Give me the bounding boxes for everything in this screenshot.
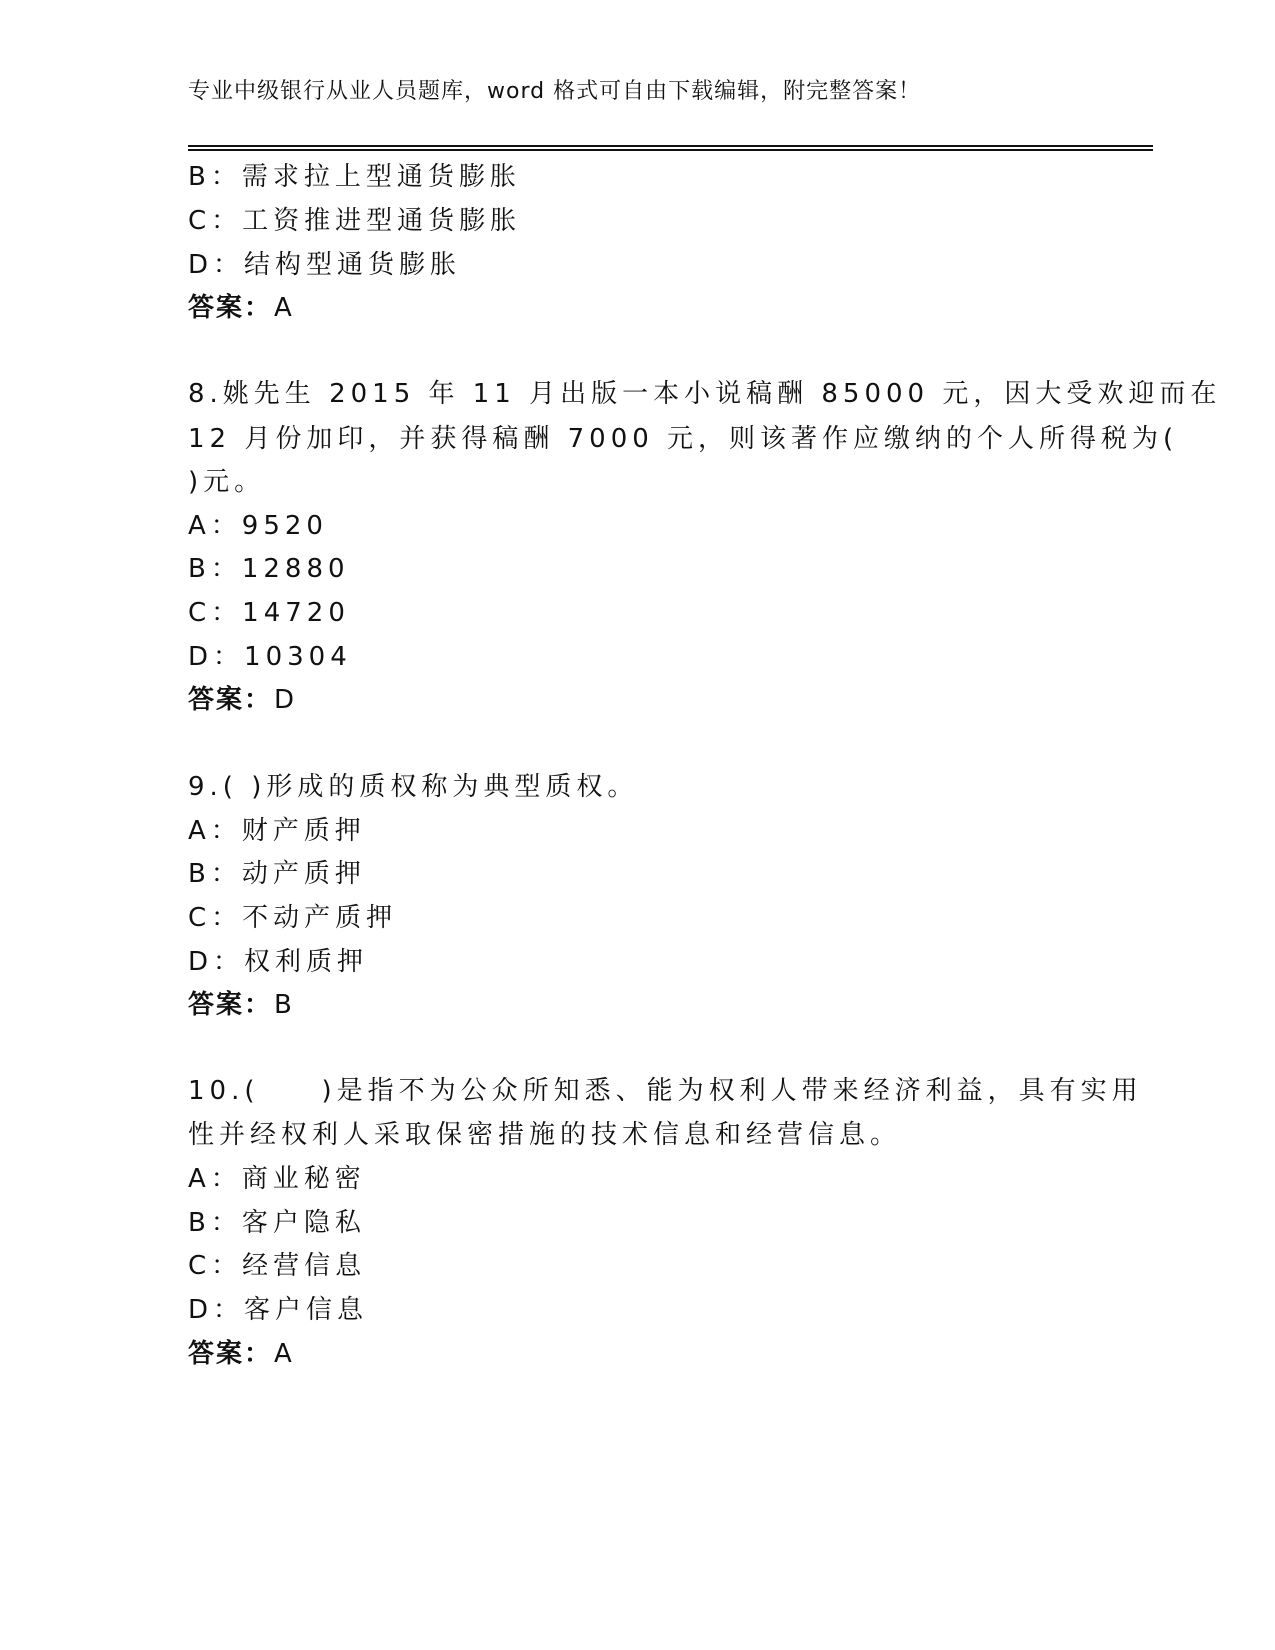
q8-text-line-3: )元。 [188,467,266,497]
answer-label: 答案： [188,685,273,715]
q10-answer [188,1333,294,1370]
q8-option-b: B：12880 [188,554,350,584]
q9-option-c: C：不动产质押 [188,903,398,933]
q8-option-d: D：10304 [188,642,352,672]
answer-value: B [274,990,294,1020]
header-rule-bottom [188,149,1153,151]
q8-option-a: A：9520 [188,511,328,541]
q7-option-d: D：结构型通货膨胀 [188,250,462,280]
page-header: 专业中级银行从业人员题库，word 格式可自由下载编辑，附完整答案！ [188,79,922,104]
answer-label: 答案： [188,990,273,1020]
q8-text-line-1: 8.姚先生 2015 年 11 月出版一本小说稿酬 85000 元，因大受欢迎而在 [188,379,1222,409]
q10-option-a: A：商业秘密 [188,1164,366,1194]
q9-answer [188,984,294,1021]
q7-option-c: C：工资推进型通货膨胀 [188,206,522,236]
q10-text-line-1: 10.( )是指不为公众所知悉、能为权利人带来经济利益，具有实用 [188,1076,1143,1106]
q8-text-line-2: 12 月份加印，并获得稿酬 7000 元，则该著作应缴纳的个人所得税为( [188,424,1179,454]
answer-value: A [274,293,294,323]
q10-option-b: B：客户隐私 [188,1208,366,1238]
q10-text-line-2: 性并经权利人采取保密措施的技术信息和经营信息。 [188,1120,902,1150]
q10-option-d: D：客户信息 [188,1295,369,1325]
q9-text-line-1: 9.( )形成的质权称为典型质权。 [188,772,639,802]
q7-option-b: B：需求拉上型通货膨胀 [188,162,521,192]
q7-answer [188,287,294,324]
q9-option-a: A：财产质押 [188,816,366,846]
header-rule-top [188,145,1153,147]
answer-label: 答案： [188,293,273,323]
q8-option-c: C：14720 [188,598,350,628]
answer-value: A [274,1339,294,1369]
q10-option-c: C：经营信息 [188,1251,367,1281]
answer-value: D [274,685,297,715]
answer-label: 答案： [188,1339,273,1369]
q8-answer [188,679,296,716]
q9-option-b: B：动产质押 [188,859,366,889]
q9-option-d: D：权利质押 [188,947,369,977]
